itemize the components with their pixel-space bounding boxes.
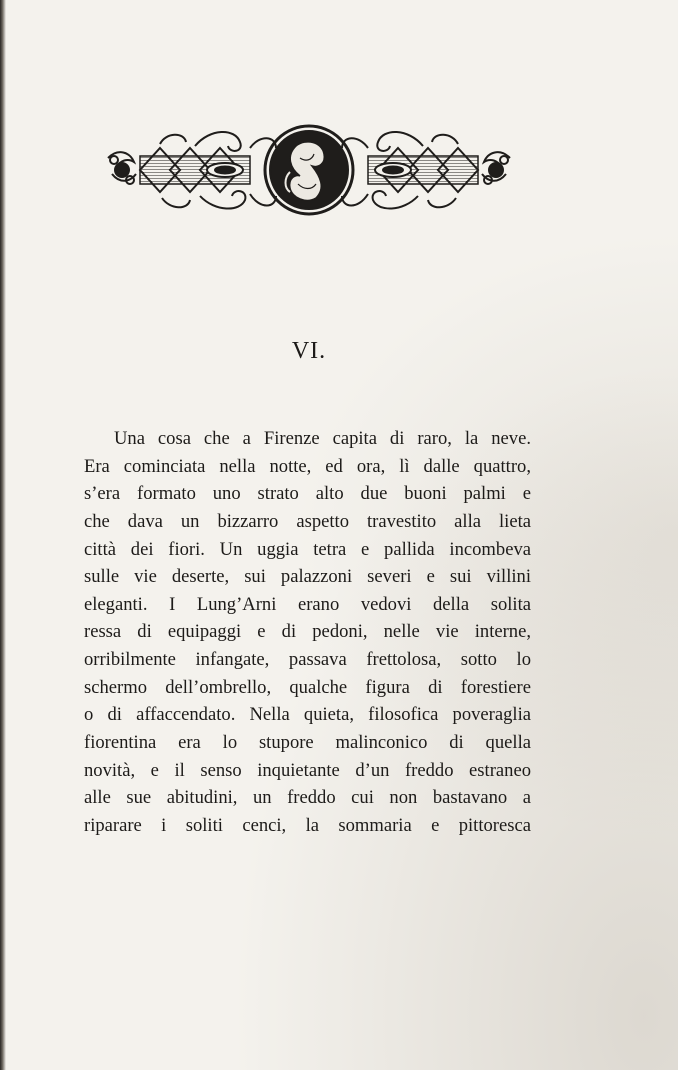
decorative-headpiece-icon bbox=[100, 118, 518, 222]
text-line: riparare i soliti cenci, la sommaria e pittoresca bbox=[84, 814, 531, 836]
text-line: che dava un bizzarro aspetto travestito alla lieta bbox=[84, 510, 531, 532]
text-line: s’era formato uno strato alto due buoni palmi e bbox=[84, 483, 531, 505]
text-line: schermo dell’ombrello, qualche figura di forestiere bbox=[84, 676, 531, 698]
text-line: Era cominciata nella notte, ed ora, lì dalle quattro, bbox=[84, 455, 531, 477]
text-line: alle sue abitudini, un freddo cui non bastavano a bbox=[84, 787, 531, 809]
text-line: orribilmente infangate, passava frettolosa, sotto lo bbox=[84, 649, 531, 671]
text-line: novità, e il senso inquietante d’un freddo estraneo bbox=[84, 759, 531, 781]
text-line: città dei fiori. Un uggia tetra e pallida incombeva bbox=[84, 538, 531, 560]
text-line: sulle vie deserte, sui palazzoni severi e sui villini bbox=[84, 566, 531, 588]
text-line: Una cosa che a Firenze capita di raro, la neve. bbox=[114, 428, 531, 449]
text-line: ressa di equipaggi e di pedoni, nelle vie interne, bbox=[84, 621, 531, 643]
text-line: fiorentina era lo stupore malinconico di quella bbox=[84, 732, 531, 754]
chapter-number: VI. bbox=[291, 338, 327, 364]
text-line: eleganti. I Lung’Arni erano vedovi della solita bbox=[84, 593, 531, 615]
page-binding-edge bbox=[0, 0, 6, 1070]
chapter-paragraph bbox=[84, 425, 531, 840]
text-line: o di affaccendato. Nella quieta, filosofica poveraglia bbox=[84, 704, 531, 726]
